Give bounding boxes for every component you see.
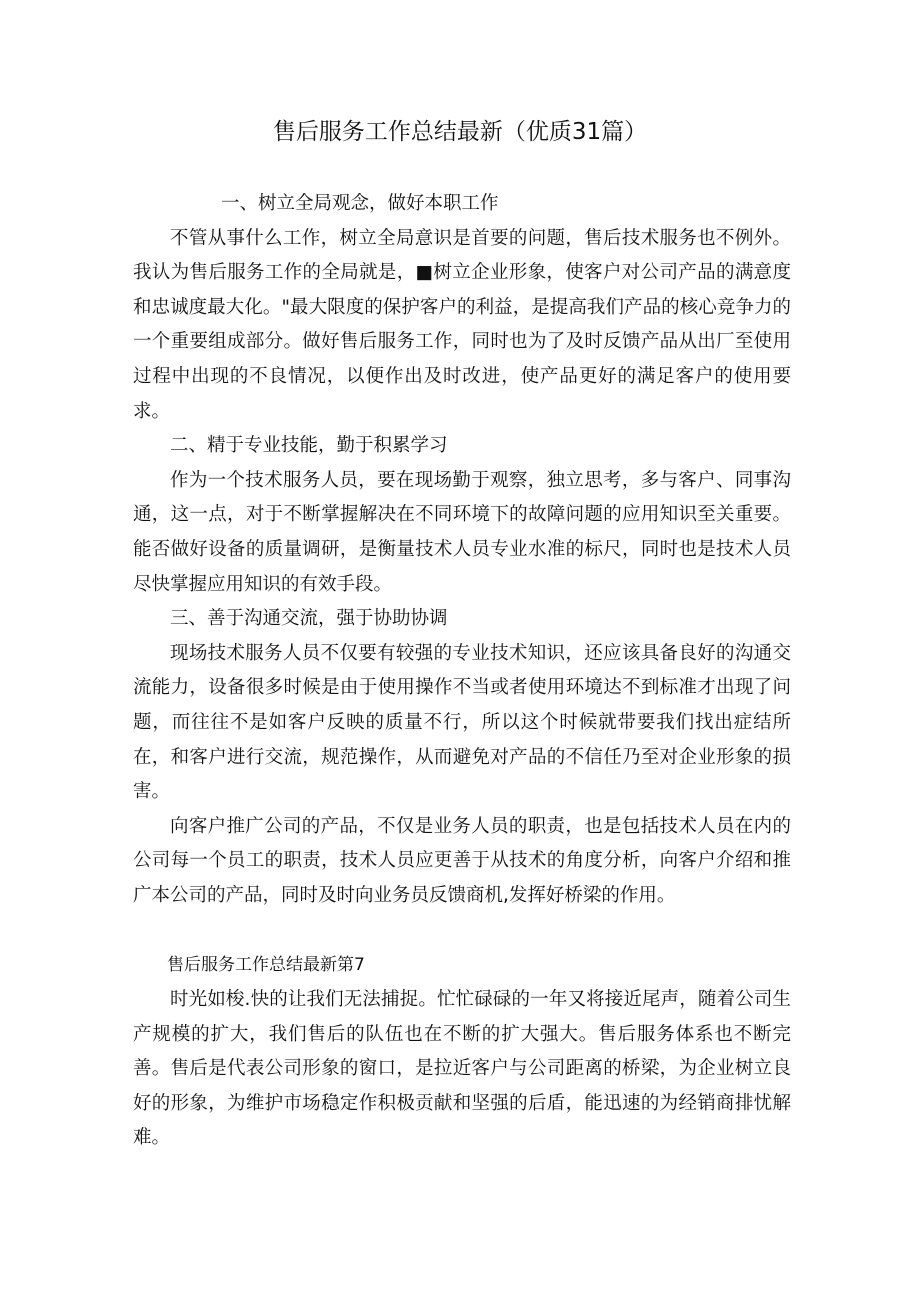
paragraph: 时光如梭.快的让我们无法捕捉。忙忙碌碌的一年又将接近尾声，随着公司生产规模的扩大，我们售后的队伍也在不断的扩大强大。售后服务体系也不断完善。售后是代表公司形象的窗口，是拉近客户与公司距离的桥梁，为企业树立良好的形象，为维护市场稳定作积极贡献和坚强的后盾，能迅速的为经销商排忧解难。: [133, 989, 791, 1149]
heading-3: 三、善于沟通交流，强于协助协调: [170, 608, 448, 630]
document-body: [133, 187, 791, 1156]
section-title: 售后服务工作总结最新第7: [167, 955, 365, 976]
paragraph: 作为一个技术服务人员，要在现场勤于观察，独立思考，多与客户、同事沟通，这一点，对于不断掌握解决在不同环境下的故障问题的应用知识至关重要。能否做好设备的质量调研，是衡量技术人员专业水准的标尺，同时也是技术人员尽快掌握应用知识的有效手段。: [133, 469, 791, 595]
paragraph: 现场技术服务人员不仅要有较强的专业技术知识，还应该具备良好的沟通交流能力，设备很多时候是由于使用操作不当或者使用环境达不到标准才出现了问题，而往往不是如客户反映的质量不行，所以这个时候就带要我们找出症结所在，和客户进行交流，规范操作，从而避免对产品的不信任乃至对企业形象的损害。: [133, 642, 791, 803]
paragraph: 不管从事什么工作，树立全局意识是首要的问题，售后技术服务也不例外。我认为售后服务工作的全局就是，■树立企业形象，使客户对公司产品的满意度和忠诚度最大化。"最大限度的保护客户的利益，是提高我们产品的核心竞争力的一个重要组成部分。做好售后服务工作，同时也为了及时反馈产品从出厂至使用过程中出现的不良情况，以便作出及时改进，使产品更好的满足客户的使用要求。: [133, 227, 791, 422]
heading-1: 一、树立全局观念，做好本职工作: [221, 193, 499, 214]
document-title: 售后服务工作总结最新（优质31篇）: [272, 119, 648, 145]
paragraph: 向客户推广公司的产品，不仅是业务人员的职责，也是包括技术人员在内的公司每一个员工的职责，技术人员应更善于从技术的角度分析，向客户介绍和推广本公司的产品，同时及时向业务员反馈商机,发挥好桥梁的作用。: [133, 815, 791, 906]
heading-2: 二、精于专业技能，勤于积累学习: [170, 435, 448, 457]
